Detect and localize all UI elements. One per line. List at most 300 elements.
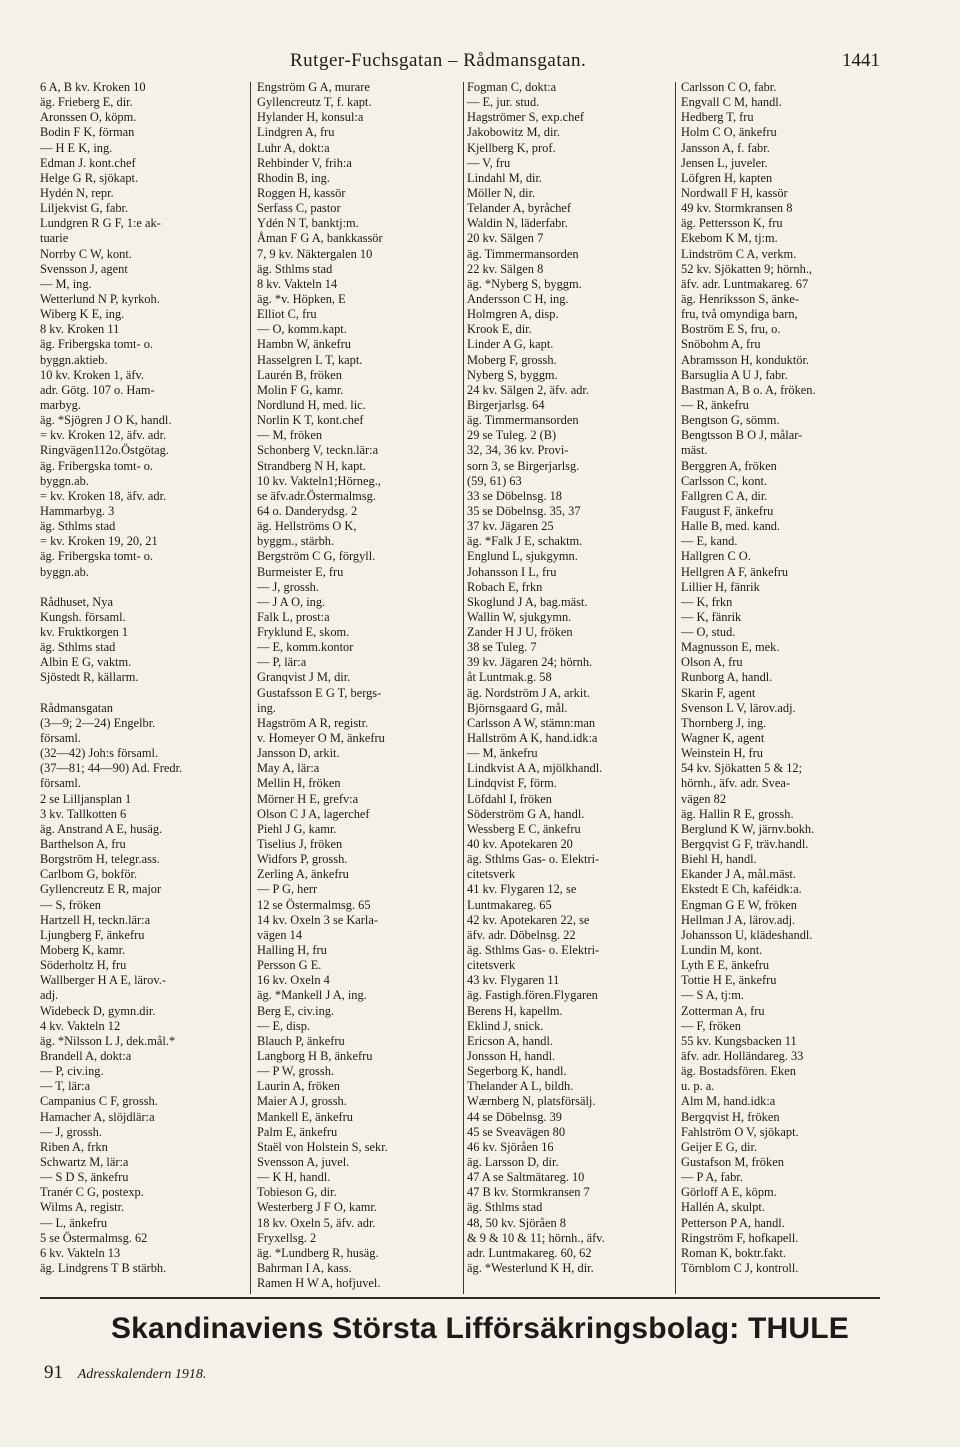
directory-entry: — P, civ.ing. (40, 1064, 104, 1079)
directory-entry: May A, lär:a (257, 761, 320, 776)
directory-entry: Jonsson H, handl. (467, 1049, 556, 1063)
directory-column-4 (681, 80, 891, 1296)
directory-entry: Moberg F, grossh. (467, 352, 557, 367)
directory-entry: — M, ing. (40, 276, 92, 291)
directory-entry: Hallén A, skulpt. (681, 1200, 765, 1215)
directory-column-2 (257, 80, 462, 1296)
directory-entry: — K, frkn (681, 594, 733, 609)
directory-entry: äg. Fribergska tomt- o. (40, 549, 153, 564)
directory-entry: äg. *Falk J E, schaktm. (467, 534, 583, 549)
directory-entry: Lundin M, kont. (681, 943, 763, 958)
directory-entry: adr. Luntmakareg. 60, 62 (467, 1245, 592, 1260)
directory-entry: Ekander J A, mål.mäst. (681, 867, 796, 882)
directory-entry: Bodin F K, förman (40, 125, 135, 140)
directory-entry: Mörner H E, grefv:a (257, 791, 359, 806)
directory-entry: 55 kv. Kungsbacken 11 (681, 1033, 797, 1048)
directory-entry: äg. Sthlms stad (40, 640, 116, 655)
directory-entry: äg. Fribergska tomt- o. (40, 458, 153, 473)
directory-entry: Boström E S, fru, o. (681, 322, 781, 337)
directory-entry: Krook E, dir. (467, 322, 532, 337)
directory-entry: mäst. (681, 443, 708, 458)
directory-entry: — K H, handl. (257, 1170, 331, 1185)
directory-entry: Schonberg V, teckn.lär:a (257, 443, 379, 458)
directory-entry: Söderholtz H, fru (40, 958, 127, 973)
directory-entry: Söderström G A, handl. (467, 806, 585, 821)
directory-entry: se äfv.adr.Östermalmsg. (257, 488, 376, 503)
directory-entry: — E, jur. stud. (467, 95, 540, 110)
directory-entry: äg. Hallin R E, grossh. (681, 806, 794, 821)
directory-entry: ing. (257, 700, 276, 715)
directory-entry: 20 kv. Sälgen 7 (467, 231, 544, 246)
directory-entry: Lindkvist A A, mjölkhandl. (467, 761, 603, 776)
directory-entry: 3 kv. Tallkotten 6 (40, 806, 127, 821)
directory-entry: citetsverk (467, 958, 516, 973)
directory-entry: 6 kv. Vakteln 13 (40, 1245, 121, 1260)
directory-entry: — M, änkefru (467, 746, 538, 761)
directory-entry: Burmeister E, fru (257, 564, 344, 579)
directory-entry: Serfass C, pastor (257, 201, 341, 216)
directory-entry: Engström G A, murare (257, 80, 370, 94)
directory-entry: äg. Sthlms Gas- o. Elektri- (467, 852, 600, 867)
directory-entry: vägen 82 (681, 791, 727, 806)
directory-entry: Schwartz M, lär:a (40, 1154, 129, 1169)
directory-entry: Riben A, frkn (40, 1139, 108, 1154)
directory-entry: äfv. adr. Holländareg. 33 (681, 1049, 804, 1063)
directory-entry: Bergqvist G F, träv.handl. (681, 837, 809, 852)
directory-entry: — P G, herr (257, 882, 318, 897)
directory-entry: adj. (40, 988, 59, 1003)
directory-entry: Wærnberg N, platsförsälj. (467, 1094, 596, 1109)
directory-entry: 16 kv. Oxeln 4 (257, 973, 330, 988)
directory-entry: Johansson U, klädeshandl. (681, 927, 813, 942)
directory-entry: 46 kv. Sjöråen 16 (467, 1139, 554, 1154)
directory-entry: — S D S, änkefru (40, 1170, 129, 1185)
directory-entry: 12 se Östermalmsg. 65 (257, 897, 371, 912)
directory-entry: Jansson D, arkit. (257, 746, 340, 761)
directory-entry: äfv. adr. Luntmakareg. 67 (681, 276, 809, 291)
directory-entry: Möller N, dir. (467, 185, 536, 200)
directory-entry: — T, lär:a (40, 1079, 91, 1094)
directory-entry: Törnblom C J, kontroll. (681, 1260, 799, 1275)
directory-entry: Åman F G A, bankkassör (257, 231, 383, 246)
page-title: Rutger-Fuchsgatan – Rådmansgatan. (290, 50, 587, 71)
directory-entry: — O, komm.kapt. (257, 322, 347, 337)
column-divider (675, 82, 676, 1294)
directory-entry: 2 se Lilljansplan 1 (40, 791, 132, 806)
directory-entry: Norlin K T, kont.chef (257, 413, 364, 428)
directory-entry: 4 kv. Vakteln 12 (40, 1018, 121, 1033)
directory-entry: äg. *Sjögren J O K, handl. (40, 413, 172, 428)
directory-entry: 7, 9 kv. Näktergalen 10 (257, 246, 373, 261)
directory-entry: äg. *Nyberg S, byggm. (467, 276, 582, 291)
page-header (0, 50, 960, 80)
directory-entry: Lillier H, fänrik (681, 579, 760, 594)
directory-entry: — P, lär:a (257, 655, 307, 670)
directory-entry: — P A, fabr. (681, 1170, 743, 1185)
directory-entry: Molin F G, kamr. (257, 382, 344, 397)
directory-entry: äfv. adr. Döbelnsg. 22 (467, 927, 576, 942)
directory-entry: Norrby C W, kont. (40, 246, 132, 261)
directory-entry: Olson A, fru (681, 655, 743, 670)
directory-entry: adr. Götg. 107 o. Ham- (40, 382, 155, 397)
directory-entry: Bergström C G, förgyll. (257, 549, 376, 564)
directory-entry: Rhodin B, ing. (257, 170, 330, 185)
directory-entry: Carlsson A W, stämn:man (467, 715, 596, 730)
directory-entry: Jensen L, juveler. (681, 155, 768, 170)
advertisement-banner: Skandinaviens Största Lifförsäkringsbolag: THULE (110, 1312, 850, 1345)
directory-entry: Helge G R, sjökapt. (40, 170, 139, 185)
directory-entry: Gustafson M, fröken (681, 1154, 784, 1169)
directory-column-1 (40, 80, 246, 1296)
directory-entry: Wallin W, sjukgymn. (467, 609, 572, 624)
directory-entry: Holmgren A, disp. (467, 307, 559, 322)
directory-entry: — J, grossh. (40, 1124, 102, 1139)
directory-entry: 47 A se Saltmätareg. 10 (467, 1170, 585, 1185)
directory-entry: Rådhuset, Nya (40, 594, 113, 609)
directory-entry: Nordwall F H, kassör (681, 185, 788, 200)
directory-entry: Granqvist J M, dir. (257, 670, 351, 685)
directory-entry: Zotterman A, fru (681, 1003, 765, 1018)
directory-entry: Bergqvist H, fröken (681, 1109, 780, 1124)
directory-entry: Hasselgren L T, kapt. (257, 352, 363, 367)
directory-entry: Faugust F, änkefru (681, 503, 774, 518)
directory-entry: (37—81; 44—90) Ad. Fredr. (40, 761, 183, 776)
directory-entry: äg. *Nilsson L J, dek.mål.* (40, 1033, 176, 1048)
directory-entry: Abramsson H, konduktör. (681, 352, 810, 367)
directory-entry: äg. Sthlms stad (467, 1200, 543, 1215)
directory-entry: Elliot C, fru (257, 307, 317, 322)
directory-entry: Linder A G, kapt. (467, 337, 554, 352)
directory-entry: Hamacher A, slöjdlär:a (40, 1109, 155, 1124)
directory-entry: Zander H J U, fröken (467, 625, 573, 640)
directory-entry: Lyth E E, änkefru (681, 958, 770, 973)
directory-entry: Löfgren H, kapten (681, 170, 773, 185)
directory-entry: Ringvägen112o.Östgötag. (40, 443, 169, 458)
directory-entry: Biehl H, handl. (681, 852, 757, 867)
directory-entry: Birgerjarlsg. 64 (467, 397, 545, 412)
directory-entry: — E, komm.kontor (257, 640, 354, 655)
directory-entry: äg. *Westerlund K H, dir. (467, 1260, 594, 1275)
directory-entry: byggn.aktieb. (40, 352, 108, 367)
directory-entry: Wiberg K E, ing. (40, 307, 125, 322)
directory-entry: Telander A, byråchef (467, 201, 572, 216)
directory-entry: Zerling A, änkefru (257, 867, 349, 882)
directory-entry: Albin E G, vaktm. (40, 655, 132, 670)
directory-entry: Widfors P, grossh. (257, 852, 348, 867)
directory-entry: Waldin N, läderfabr. (467, 216, 568, 231)
page-footer (44, 1362, 206, 1384)
directory-entry: Johansson I L, fru (467, 564, 557, 579)
directory-entry: fru, två omyndiga barn, (681, 307, 798, 322)
directory-entry: Alm M, hand.idk:a (681, 1094, 776, 1109)
directory-entry: Wagner K, agent (681, 731, 765, 746)
directory-entry: äg. Hellströms O K, (257, 519, 357, 534)
directory-entry: Carlsson C, kont. (681, 473, 768, 488)
directory-entry: 38 se Tuleg. 7 (467, 640, 537, 655)
directory-entry: Ericson A, handl. (467, 1033, 554, 1048)
directory-entry: äg. Nordström J A, arkit. (467, 685, 590, 700)
directory-entry: Fryxellsg. 2 (257, 1230, 317, 1245)
directory-entry: Lindgren A, fru (257, 125, 335, 140)
directory-entry: Bahrman I A, kass. (257, 1260, 352, 1275)
directory-entry: 52 kv. Sjökatten 9; hörnh., (681, 261, 813, 276)
directory-entry: = kv. Kroken 12, äfv. adr. (40, 428, 167, 443)
directory-entry: Lindqvist F, förm. (467, 776, 557, 791)
directory-entry: Campanius C F, grossh. (40, 1094, 158, 1109)
directory-entry: Kungsh. församl. (40, 609, 126, 624)
directory-entry: Fogman C, dokt:a (467, 80, 557, 94)
directory-entry: 49 kv. Stormkransen 8 (681, 201, 793, 216)
directory-entry: = kv. Kroken 18, äfv. adr. (40, 488, 167, 503)
directory-entry: marbyg. (40, 397, 81, 412)
directory-entry: Berens H, kapellm. (467, 1003, 563, 1018)
directory-entry: Hellman J A, lärov.adj. (681, 912, 796, 927)
directory-entry: Fahlström O V, sjökapt. (681, 1124, 799, 1139)
directory-entry: Petterson P A, handl. (681, 1215, 785, 1230)
directory-entry: Rådmansgatan (40, 700, 113, 715)
directory-entry: — O, stud. (681, 625, 736, 640)
directory-entry: äg. Larsson D, dir. (467, 1154, 559, 1169)
directory-entry: Hambn W, änkefru (257, 337, 351, 352)
directory-entry: äg. *Lundberg R, husäg. (257, 1245, 379, 1260)
directory-entry: 44 se Döbelnsg. 39 (467, 1109, 562, 1124)
directory-entry: 41 kv. Flygaren 12, se (467, 882, 577, 897)
directory-entry: 48, 50 kv. Sjöråen 8 (467, 1215, 566, 1230)
directory-entry: äg. *v. Höpken, E (257, 291, 346, 306)
directory-entry: 24 kv. Sälgen 2, äfv. adr. (467, 382, 589, 397)
directory-entry: äg. Pettersson K, fru (681, 216, 783, 231)
directory-entry: — K, fänrik (681, 609, 742, 624)
directory-entry: Löfdahl I, fröken (467, 791, 552, 806)
directory-entry: Robach E, frkn (467, 579, 543, 594)
directory-entry: Holm C O, änkefru (681, 125, 777, 140)
directory-entry: äg. Lindgrens T B stärbh. (40, 1260, 167, 1275)
directory-entry: — S A, tj:m. (681, 988, 744, 1003)
directory-entry: Hagströmer S, exp.chef (467, 110, 584, 125)
directory-entry: Carlsson C O, fabr. (681, 80, 777, 94)
directory-entry: Görloff A E, köpm. (681, 1185, 777, 1200)
directory-entry: — E, kand. (681, 534, 738, 549)
directory-entry: Moberg K, kamr. (40, 943, 126, 958)
directory-entry: Tottie H E, änkefru (681, 973, 777, 988)
directory-entry: Blauch P, änkefru (257, 1033, 345, 1048)
directory-entry: Snöbohm A, fru (681, 337, 761, 352)
directory-entry: Hallgren C O. (681, 549, 751, 564)
directory-entry: 64 o. Danderydsg. 2 (257, 503, 358, 518)
directory-entry: Hydén N, repr. (40, 185, 114, 200)
directory-entry: Ringström F, hofkapell. (681, 1230, 799, 1245)
directory-entry: Skoglund J A, bag.mäst. (467, 594, 588, 609)
directory-entry: Jansson A, f. fabr. (681, 140, 770, 155)
directory-entry: Andersson C H, ing. (467, 291, 569, 306)
page-number: 1441 (842, 50, 880, 71)
directory-entry: 10 kv. Vakteln1;Hörneg., (257, 473, 381, 488)
directory-entry: Engman G E W, fröken (681, 897, 797, 912)
directory-entry: 43 kv. Flygaren 11 (467, 973, 560, 988)
book-title: Adresskalendern 1918. (77, 1367, 207, 1382)
directory-entry: Roman K, boktr.fakt. (681, 1245, 786, 1260)
directory-entry: u. p. a. (681, 1079, 715, 1094)
directory-entry: äg. Frieberg E, dir. (40, 95, 133, 110)
directory-entry: Laurén B, fröken (257, 367, 342, 382)
directory-entry (40, 686, 246, 701)
directory-entry: Lindström C A, verkm. (681, 246, 797, 261)
directory-entry: — E, disp. (257, 1018, 311, 1033)
directory-entry: byggn.ab. (40, 564, 89, 579)
directory-entry: Barthelson A, fru (40, 837, 126, 852)
directory-entry: 29 se Tuleg. 2 (B) (467, 428, 557, 443)
directory-entry: Barsuglia A U J, fabr. (681, 367, 788, 382)
directory-entry: äg. Anstrand A E, husäg. (40, 821, 163, 836)
directory-entry: — R, änkefru (681, 397, 749, 412)
directory-entry: Svenson L V, lärov.adj. (681, 700, 796, 715)
directory-entry: Ramen H W A, hofjuvel. (257, 1276, 381, 1291)
directory-entry: 22 kv. Sälgen 8 (467, 261, 544, 276)
directory-entry: äg. Henriksson S, änke- (681, 291, 800, 306)
directory-entry: & 9 & 10 & 11; hörnh., äfv. (467, 1230, 605, 1245)
directory-entry: — F, fröken (681, 1018, 741, 1033)
directory-entry: Westerberg J F O, kamr. (257, 1200, 377, 1215)
directory-entry: Gyllencreutz T, f. kapt. (257, 95, 372, 110)
directory-entry: Berg E, civ.ing. (257, 1003, 335, 1018)
directory-entry: Brandell A, dokt:a (40, 1049, 132, 1063)
directory-entry: äg. Sthlms Gas- o. Elektri- (467, 943, 600, 958)
directory-entry: 45 se Sveavägen 80 (467, 1124, 566, 1139)
column-divider (250, 82, 251, 1294)
directory-entry: Rehbinder V, frih:a (257, 155, 352, 170)
directory-entry: äg. *Mankell J A, ing. (257, 988, 367, 1003)
bottom-rule (40, 1297, 880, 1299)
directory-entry: Berglund K W, järnv.bokh. (681, 821, 815, 836)
directory-entry: Thornberg J, ing. (681, 715, 767, 730)
directory-entry: 18 kv. Oxeln 5, äfv. adr. (257, 1215, 376, 1230)
directory-entry: (59, 61) 63 (467, 473, 522, 488)
directory-entry: Svensson A, juvel. (257, 1154, 350, 1169)
directory-entry: 6 A, B kv. Kroken 10 (40, 80, 146, 94)
directory-entry: Engvall C M, handl. (681, 95, 782, 110)
directory-entry: Tobieson G, dir. (257, 1185, 337, 1200)
directory-entry: Ydén N T, banktj:m. (257, 216, 359, 231)
directory-entry: 33 se Döbelnsg. 18 (467, 488, 562, 503)
directory-entry: Kjellberg K, prof. (467, 140, 556, 155)
directory-entry: 35 se Döbelnsg. 35, 37 (467, 503, 581, 518)
directory-entry: Staël von Holstein S, sekr. (257, 1139, 388, 1154)
directory-entry: Liljekvist G, fabr. (40, 201, 129, 216)
directory-entry: Tranér C G, postexp. (40, 1185, 144, 1200)
directory-entry: Hallström A K, hand.idk:a (467, 731, 598, 746)
directory-entry: Fryklund E, skom. (257, 625, 350, 640)
directory-entry: Nyberg S, byggm. (467, 367, 558, 382)
directory-entry: Carlbom G, bokför. (40, 867, 138, 882)
directory-entry: = kv. Kroken 19, 20, 21 (40, 534, 158, 549)
directory-entry: 14 kv. Oxeln 3 se Karla- (257, 912, 379, 927)
directory-entry: Ekstedt E Ch, kaféidk:a. (681, 882, 802, 897)
directory-entry: Widebeck D, gymn.dir. (40, 1003, 156, 1018)
directory-entry: Thelander A L, bildh. (467, 1079, 574, 1094)
directory-entry: 32, 34, 36 kv. Provi- (467, 443, 569, 458)
directory-entry: äg. Fribergska tomt- o. (40, 337, 153, 352)
directory-entry: — S, fröken (40, 897, 101, 912)
directory-entry: Roggen H, kassör (257, 185, 346, 200)
directory-entry: Jakobowitz M, dir. (467, 125, 560, 140)
directory-column-3 (467, 80, 676, 1296)
directory-entry: Langborg H B, änkefru (257, 1049, 373, 1063)
directory-entry: — J A O, ing. (257, 594, 326, 609)
directory-entry: — P W, grossh. (257, 1064, 334, 1079)
directory-entry: Berggren A, fröken (681, 458, 777, 473)
directory-entry: (32—42) Joh:s församl. (40, 746, 159, 761)
directory-entry: Bengtsson B O J, målar- (681, 428, 803, 443)
directory-entry: Gustafsson E G T, bergs- (257, 685, 382, 700)
directory-entry: Hylander H, konsul:a (257, 110, 364, 125)
directory-entry: 54 kv. Sjökatten 5 & 12; (681, 761, 803, 776)
directory-entry: byggn.ab. (40, 473, 89, 488)
directory-entry: Wessberg E C, änkefru (467, 821, 581, 836)
directory-entry: Nordlund H, med. lic. (257, 397, 366, 412)
directory-entry: Lindahl M, dir. (467, 170, 543, 185)
directory-entry: äg. Sthlms stad (40, 519, 116, 534)
directory-entry: Wilms A, registr. (40, 1200, 125, 1215)
directory-entry: v. Homeyer O M, änkefru (257, 731, 385, 746)
directory-entry: Luhr A, dokt:a (257, 140, 330, 155)
directory-entry: Olson C J A, lagerchef (257, 806, 370, 821)
directory-entry: Edman J. kont.chef (40, 155, 136, 170)
directory-entry: Fallgren C A, dir. (681, 488, 768, 503)
directory-entry: Weinstein H, fru (681, 746, 763, 761)
directory-entry: Persson G E. (257, 958, 322, 973)
directory-entry: Magnusson E, mek. (681, 640, 780, 655)
directory-entry: Bastman A, B o. A, fröken. (681, 382, 816, 397)
directory-entry: Maier A J, grossh. (257, 1094, 347, 1109)
directory-entry: Ljungberg F, änkefru (40, 927, 145, 942)
directory-entry: Strandberg N H, kapt. (257, 458, 366, 473)
directory-entry: Borgström H, telegr.ass. (40, 852, 160, 867)
directory-entry: Falk L, prost:a (257, 609, 330, 624)
directory-entry: — H E K, ing. (40, 140, 113, 155)
directory-entry: Hartzell H, teckn.lär:a (40, 912, 151, 927)
directory-entry: Halling H, fru (257, 943, 327, 958)
directory-entry: åt Luntmak.g. 58 (467, 670, 552, 685)
sheet-number: 91 (44, 1362, 63, 1383)
directory-entry: kv. Fruktkorgen 1 (40, 625, 129, 640)
directory-entry: byggm., stärbh. (257, 534, 335, 549)
directory-entry: församl. (40, 776, 81, 791)
directory-entry: 5 se Östermalmsg. 62 (40, 1230, 148, 1245)
directory-entry: Hagström A R, registr. (257, 715, 369, 730)
directory-entry: Piehl J G, kamr. (257, 821, 337, 836)
directory-entry: Wetterlund N P, kyrkoh. (40, 291, 160, 306)
directory-entry: Lundgren R G F, 1:e ak- (40, 216, 161, 231)
directory-entry: 10 kv. Kroken 1, äfv. (40, 367, 145, 382)
directory-entry: Sjöstedt R, källarm. (40, 670, 139, 685)
directory-entry: Bengtson G, sömm. (681, 413, 780, 428)
directory-entry: Palm E, änkefru (257, 1124, 338, 1139)
directory-entry: hörnh., äfv. adr. Svea- (681, 776, 790, 791)
directory-entry: 8 kv. Kroken 11 (40, 322, 120, 337)
directory-entry (40, 580, 246, 595)
directory-entry: sorn 3, se Birgerjarlsg. (467, 458, 580, 473)
directory-entry: äg. Fastigh.fören.Flygaren (467, 988, 598, 1003)
directory-entry: Hedberg T, fru (681, 110, 754, 125)
directory-entry: tuarie (40, 231, 69, 246)
directory-entry: 37 kv. Jägaren 25 (467, 519, 554, 534)
directory-entry: Runborg A, handl. (681, 670, 773, 685)
directory-entry: Skarin F, agent (681, 685, 756, 700)
directory-entry: Gyllencreutz E R, major (40, 882, 162, 897)
directory-entry: — V, fru (467, 155, 511, 170)
directory-entry: — M, fröken (257, 428, 323, 443)
directory-entry: Aronssen O, köpm. (40, 110, 137, 125)
